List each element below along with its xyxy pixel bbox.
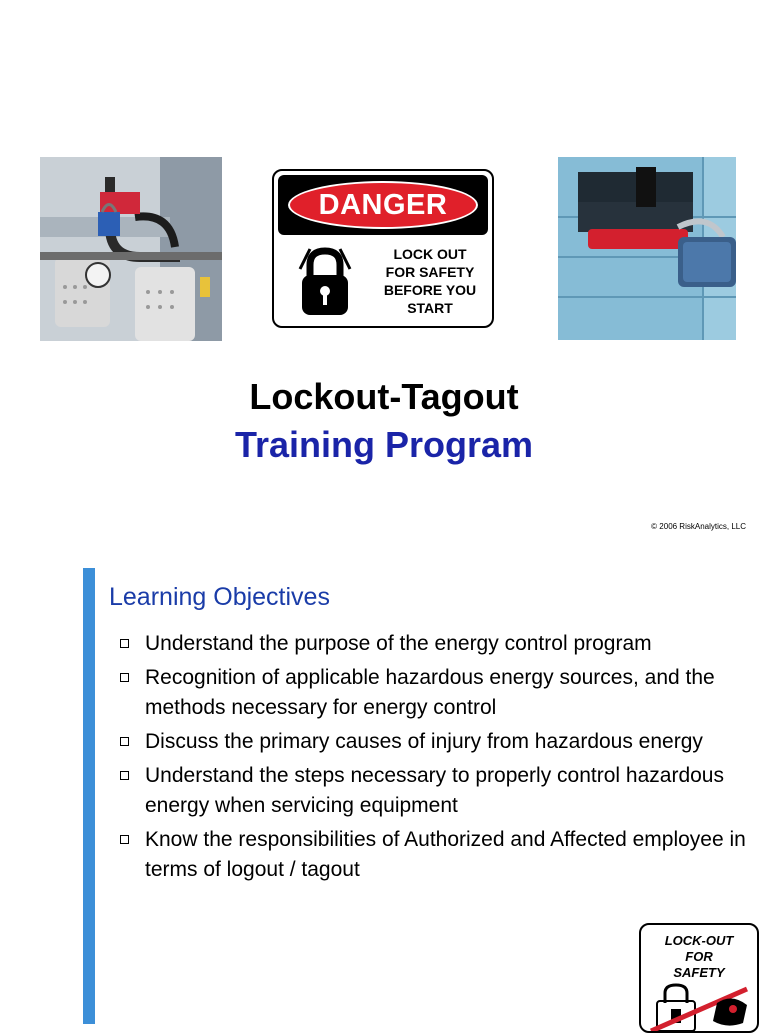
- copyright-notice: © 2006 RiskAnalytics, LLC: [651, 522, 746, 531]
- lockout-badge: [639, 923, 759, 1033]
- padlock-icon: [294, 243, 356, 319]
- list-item: [117, 761, 757, 821]
- square-bullet-icon: [120, 771, 129, 780]
- list-item: [117, 727, 757, 757]
- list-item: [117, 825, 757, 885]
- danger-banner: [278, 175, 488, 235]
- danger-header: DANGER: [318, 188, 448, 221]
- danger-line: FOR SAFETY: [385, 264, 475, 280]
- danger-sign: [272, 169, 494, 328]
- page-subtitle: Training Program: [234, 424, 534, 465]
- square-bullet-icon: [120, 673, 129, 682]
- square-bullet-icon: [120, 737, 129, 746]
- list-item: [117, 663, 757, 723]
- list-item: [117, 629, 757, 659]
- objectives-heading: Learning Objectives: [109, 583, 330, 611]
- lockout-badge-icon: [647, 983, 755, 1033]
- danger-line: START: [407, 300, 453, 316]
- accent-bar: [83, 568, 95, 1024]
- danger-sign-text: [374, 245, 486, 317]
- breaker-lockout-photo: [558, 157, 736, 340]
- page-title: Lockout-Tagout: [249, 376, 519, 417]
- badge-line: FOR: [685, 949, 713, 964]
- square-bullet-icon: [120, 639, 129, 648]
- square-bullet-icon: [120, 835, 129, 844]
- badge-line: LOCK-OUT: [664, 933, 734, 948]
- objective-text: Understand the steps necessary to properly control hazardous energy when servicing equipment: [145, 764, 724, 817]
- badge-text: [641, 933, 757, 981]
- danger-line: LOCK OUT: [393, 246, 467, 262]
- objectives-list: [117, 629, 757, 889]
- objective-text: Recognition of applicable hazardous energy sources, and the methods necessary for energy control: [145, 666, 715, 719]
- objective-text: Understand the purpose of the energy control program: [145, 632, 652, 655]
- objective-text: Discuss the primary causes of injury from hazardous energy: [145, 730, 703, 753]
- danger-line: BEFORE YOU: [383, 282, 477, 298]
- objective-text: Know the responsibilities of Authorized and Affected employee in terms of logout / tagout: [145, 828, 746, 881]
- valve-lockout-photo: [40, 157, 222, 341]
- objectives-slide: [0, 545, 768, 1024]
- danger-oval: [288, 181, 478, 229]
- badge-line: SAFETY: [673, 965, 725, 980]
